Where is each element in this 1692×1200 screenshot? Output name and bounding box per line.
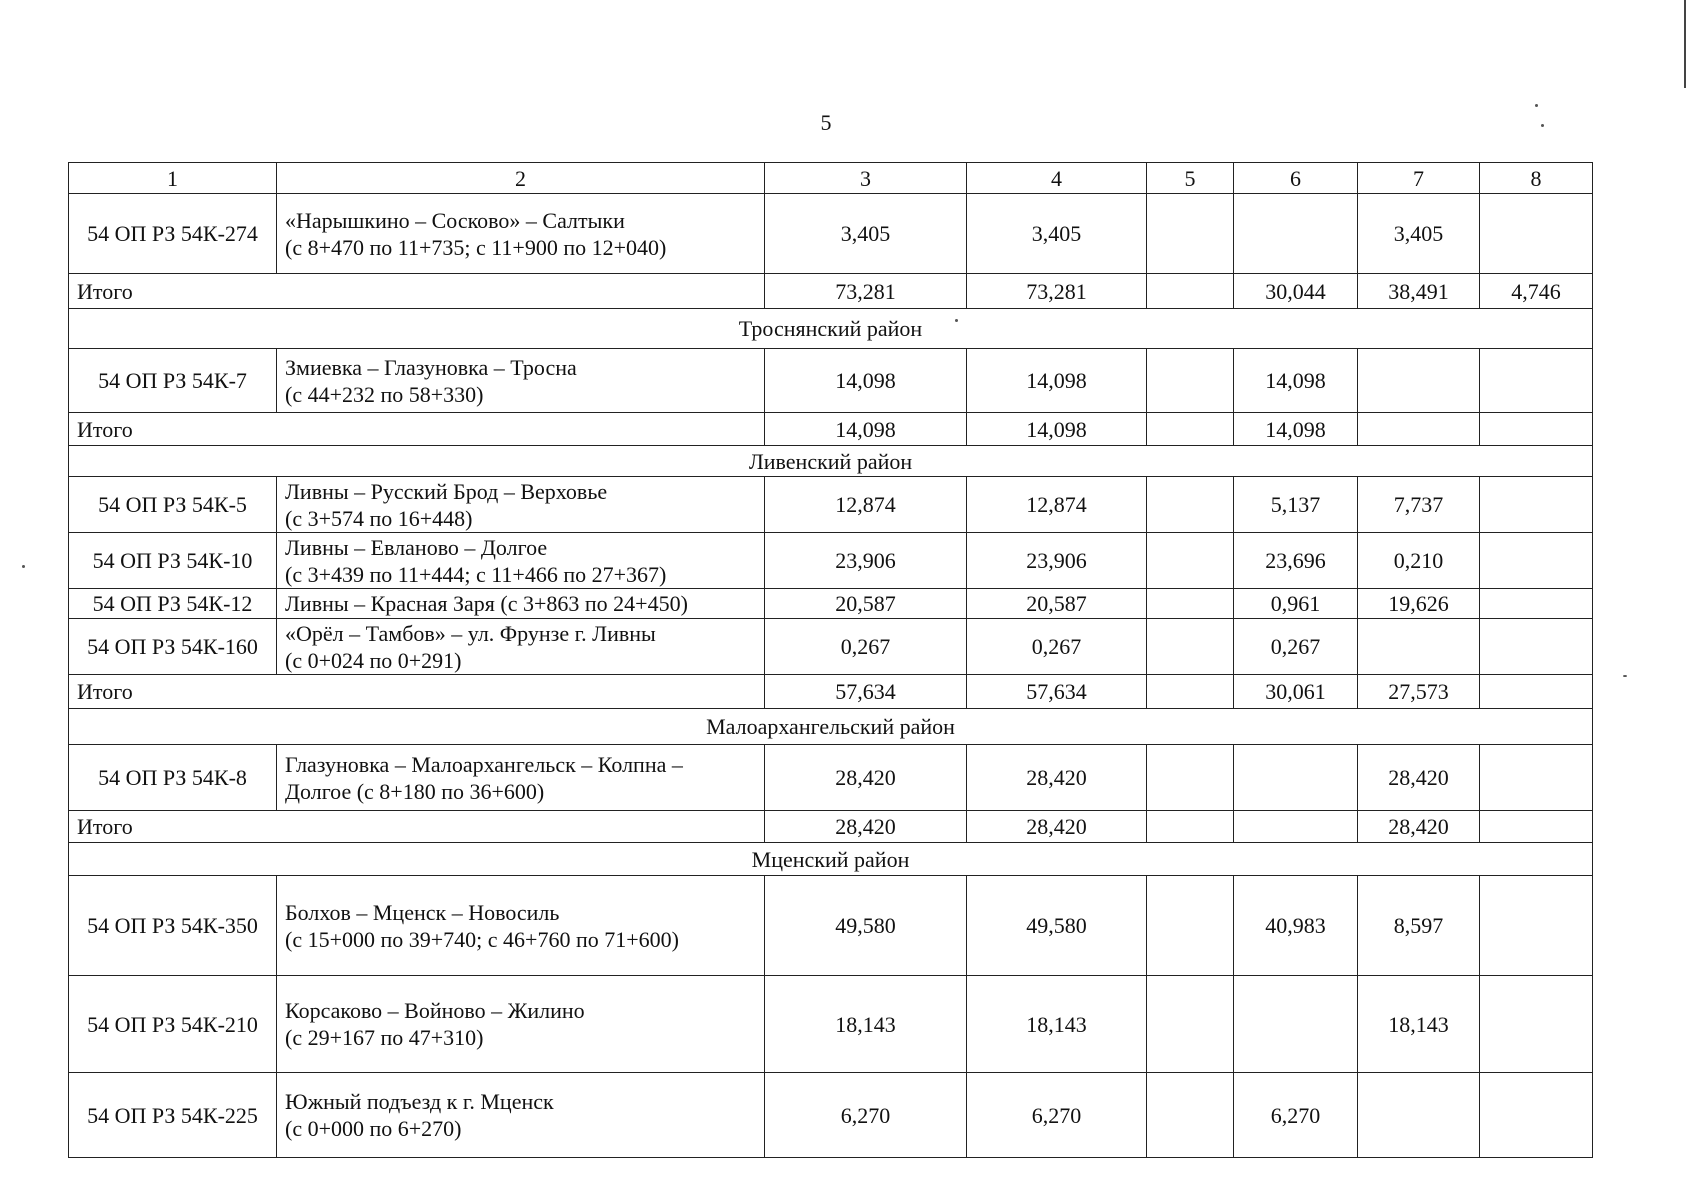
scan-speck: [955, 319, 958, 322]
value-c6: 5,137: [1234, 477, 1358, 533]
value-c3: 3,405: [765, 194, 967, 274]
road-row: [69, 976, 1593, 1073]
total-c5: [1147, 274, 1234, 309]
value-c3: 18,143: [765, 976, 967, 1073]
value-c4: 12,874: [967, 477, 1147, 533]
total-c3: 14,098: [765, 413, 967, 446]
scan-speck: [1535, 104, 1538, 107]
road-name-line: (с 29+167 по 47+310): [285, 1025, 484, 1050]
district-heading: Троснянский район: [69, 309, 1593, 349]
road-name: [277, 619, 765, 675]
road-name-line: Ливны – Красная Заря (с 3+863 по 24+450): [285, 591, 688, 616]
district-row: [69, 309, 1593, 349]
road-row: [69, 876, 1593, 976]
value-c8: [1480, 619, 1593, 675]
value-c5: [1147, 477, 1234, 533]
value-c6: 6,270: [1234, 1073, 1358, 1158]
value-c7: 18,143: [1358, 976, 1480, 1073]
road-code: 54 ОП РЗ 54К-8: [69, 745, 277, 811]
road-name-line: (с 3+439 по 11+444; с 11+466 по 27+367): [285, 561, 667, 587]
total-c5: [1147, 413, 1234, 446]
value-c5: [1147, 745, 1234, 811]
total-c4: 57,634: [967, 675, 1147, 709]
value-c4: 20,587: [967, 589, 1147, 619]
road-name-line: «Нарышкино – Сосково» – Салтыки: [285, 207, 625, 233]
total-c8: [1480, 811, 1593, 843]
value-c8: [1480, 876, 1593, 976]
road-code: 54 ОП РЗ 54К-12: [69, 589, 277, 619]
total-c3: 73,281: [765, 274, 967, 309]
total-c7: 38,491: [1358, 274, 1480, 309]
value-c8: [1480, 745, 1593, 811]
road-name-line: (с 3+574 по 16+448): [285, 505, 473, 531]
value-c4: 18,143: [967, 976, 1147, 1073]
value-c6: [1234, 976, 1358, 1073]
scan-speck: [1541, 124, 1544, 127]
value-c7: 19,626: [1358, 589, 1480, 619]
road-name: [277, 589, 765, 619]
total-c3: 57,634: [765, 675, 967, 709]
total-c7: 27,573: [1358, 675, 1480, 709]
total-c5: [1147, 675, 1234, 709]
road-name: [277, 1073, 765, 1158]
total-c6: [1234, 811, 1358, 843]
value-c4: 28,420: [967, 745, 1147, 811]
total-c4: 73,281: [967, 274, 1147, 309]
value-c4: 0,267: [967, 619, 1147, 675]
road-name-line: «Орёл – Тамбов» – ул. Фрунзе г. Ливны: [285, 620, 656, 646]
value-c3: 0,267: [765, 619, 967, 675]
roads-table: [68, 162, 1593, 1158]
road-code: 54 ОП РЗ 54К-10: [69, 533, 277, 589]
road-name-line: (с 0+024 по 0+291): [285, 647, 462, 673]
total-c3: 28,420: [765, 811, 967, 843]
road-row: [69, 477, 1593, 533]
road-name-line: Глазуновка – Малоархангельск – Колпна –: [285, 751, 683, 777]
value-c8: [1480, 349, 1593, 413]
scan-speck: [1623, 675, 1627, 677]
district-row: [69, 446, 1593, 477]
value-c6: 14,098: [1234, 349, 1358, 413]
value-c5: [1147, 533, 1234, 589]
district-row: [69, 843, 1593, 876]
value-c7: [1358, 619, 1480, 675]
value-c8: [1480, 533, 1593, 589]
road-code: 54 ОП РЗ 54К-350: [69, 876, 277, 976]
road-name-line: Ливны – Русский Брод – Верховье: [285, 478, 608, 504]
column-header: 6: [1234, 163, 1358, 194]
road-name: [277, 976, 765, 1073]
value-c3: 49,580: [765, 876, 967, 976]
scan-speck: [22, 565, 25, 568]
total-c6: 30,061: [1234, 675, 1358, 709]
value-c7: 0,210: [1358, 533, 1480, 589]
scan-edge-mark: [1684, 0, 1686, 88]
total-label: Итого: [69, 274, 765, 309]
road-name: [277, 349, 765, 413]
value-c7: 28,420: [1358, 745, 1480, 811]
road-row: [69, 349, 1593, 413]
road-row: [69, 533, 1593, 589]
district-heading: Малоархангельский район: [69, 709, 1593, 745]
total-c5: [1147, 811, 1234, 843]
value-c3: 23,906: [765, 533, 967, 589]
value-c7: 3,405: [1358, 194, 1480, 274]
value-c4: 6,270: [967, 1073, 1147, 1158]
value-c8: [1480, 589, 1593, 619]
total-c7: [1358, 413, 1480, 446]
value-c3: 14,098: [765, 349, 967, 413]
road-row: [69, 589, 1593, 619]
value-c6: 23,696: [1234, 533, 1358, 589]
value-c5: [1147, 976, 1234, 1073]
road-code: 54 ОП РЗ 54К-160: [69, 619, 277, 675]
road-code: 54 ОП РЗ 54К-7: [69, 349, 277, 413]
value-c3: 28,420: [765, 745, 967, 811]
road-row: [69, 619, 1593, 675]
value-c7: 7,737: [1358, 477, 1480, 533]
value-c6: [1234, 194, 1358, 274]
road-name: [277, 533, 765, 589]
district-heading: Мценский район: [69, 843, 1593, 876]
total-c6: 14,098: [1234, 413, 1358, 446]
road-name: [277, 745, 765, 811]
column-header: 2: [277, 163, 765, 194]
road-code: 54 ОП РЗ 54К-225: [69, 1073, 277, 1158]
value-c8: [1480, 477, 1593, 533]
district-row: [69, 709, 1593, 745]
total-row: [69, 675, 1593, 709]
road-code: 54 ОП РЗ 54К-210: [69, 976, 277, 1073]
road-name-line: Корсаково – Войново – Жилино: [285, 998, 585, 1023]
value-c3: 20,587: [765, 589, 967, 619]
total-row: [69, 274, 1593, 309]
road-name-line: (с 44+232 по 58+330): [285, 381, 484, 407]
value-c3: 12,874: [765, 477, 967, 533]
page-number: 5: [820, 110, 832, 135]
total-c6: 30,044: [1234, 274, 1358, 309]
value-c4: 14,098: [967, 349, 1147, 413]
column-header: 3: [765, 163, 967, 194]
value-c8: [1480, 976, 1593, 1073]
value-c3: 6,270: [765, 1073, 967, 1158]
road-name-line: (с 15+000 по 39+740; с 46+760 по 71+600): [285, 926, 679, 952]
value-c7: [1358, 1073, 1480, 1158]
total-row: [69, 413, 1593, 446]
total-label: Итого: [69, 811, 765, 843]
value-c4: 3,405: [967, 194, 1147, 274]
district-heading: Ливенский район: [69, 446, 1593, 477]
total-c4: 28,420: [967, 811, 1147, 843]
total-c4: 14,098: [967, 413, 1147, 446]
column-header: 8: [1480, 163, 1593, 194]
total-c7: 28,420: [1358, 811, 1480, 843]
road-row: [69, 1073, 1593, 1158]
value-c5: [1147, 194, 1234, 274]
table-header-row: [69, 163, 1593, 194]
road-name: [277, 477, 765, 533]
column-header: 7: [1358, 163, 1480, 194]
road-name-line: (с 0+000 по 6+270): [285, 1116, 462, 1141]
road-name: [277, 876, 765, 976]
value-c8: [1480, 194, 1593, 274]
column-header: 5: [1147, 163, 1234, 194]
road-name-line: Змиевка – Глазуновка – Тросна: [285, 354, 577, 380]
total-label: Итого: [69, 675, 765, 709]
value-c6: 0,267: [1234, 619, 1358, 675]
total-row: [69, 811, 1593, 843]
road-name-line: Ливны – Евланово – Долгое: [285, 534, 548, 560]
value-c7: 8,597: [1358, 876, 1480, 976]
column-header: 1: [69, 163, 277, 194]
road-name-line: Болхов – Мценск – Новосиль: [285, 899, 560, 925]
value-c6: 40,983: [1234, 876, 1358, 976]
value-c6: [1234, 745, 1358, 811]
value-c7: [1358, 349, 1480, 413]
total-c8: 4,746: [1480, 274, 1593, 309]
road-row: [69, 194, 1593, 274]
column-header: 4: [967, 163, 1147, 194]
value-c6: 0,961: [1234, 589, 1358, 619]
value-c5: [1147, 349, 1234, 413]
road-name-line: Долгое (с 8+180 по 36+600): [285, 778, 545, 804]
road-name-line: Южный подъезд к г. Мценск: [285, 1089, 554, 1114]
value-c5: [1147, 876, 1234, 976]
road-name-line: (с 8+470 по 11+735; с 11+900 по 12+040): [285, 234, 667, 260]
value-c5: [1147, 589, 1234, 619]
total-label: Итого: [69, 413, 765, 446]
value-c4: 49,580: [967, 876, 1147, 976]
value-c8: [1480, 1073, 1593, 1158]
total-c8: [1480, 413, 1593, 446]
road-row: [69, 745, 1593, 811]
value-c5: [1147, 1073, 1234, 1158]
road-name: [277, 194, 765, 274]
total-c8: [1480, 675, 1593, 709]
road-code: 54 ОП РЗ 54К-274: [69, 194, 277, 274]
road-code: 54 ОП РЗ 54К-5: [69, 477, 277, 533]
value-c5: [1147, 619, 1234, 675]
value-c4: 23,906: [967, 533, 1147, 589]
